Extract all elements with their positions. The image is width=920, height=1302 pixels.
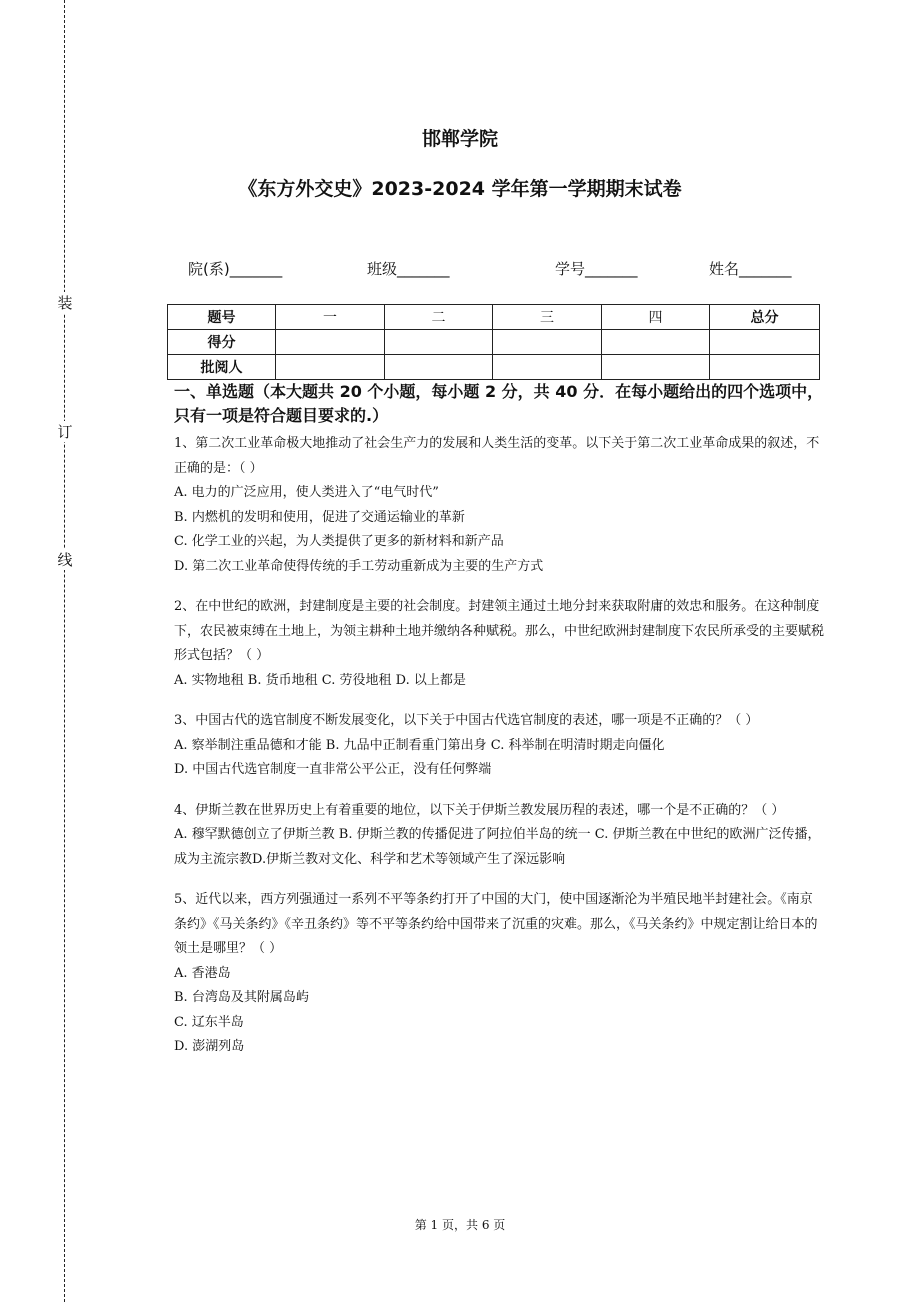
option-c: C. 辽东半岛 xyxy=(174,1014,244,1030)
table-cell: 一 xyxy=(276,305,385,330)
option-b: B. 内燃机的发明和使用，促进了交通运输业的革新 xyxy=(174,509,465,525)
option-d: D. 澎湖列岛 xyxy=(174,1039,245,1054)
exam-content xyxy=(174,380,824,1060)
options-line: A. 实物地租 B. 货币地租 C. 劳役地租 D. 以上都是 xyxy=(174,672,466,688)
question-2 xyxy=(174,595,824,693)
question-1 xyxy=(174,432,824,579)
section-heading: 一、单选题（本大题共 20 个小题，每小题 2 分，共 40 分．在每小题给出的四个选项中，只有一项是符合题目要求的.） xyxy=(174,382,824,425)
score-cell[interactable] xyxy=(493,330,602,355)
question-stem: 1、第二次工业革命极大地推动了社会生产力的发展和人类生活的变革。以下关于第二次工业革命成果的叙述，不正确的是：（ ） xyxy=(174,436,820,476)
class-field[interactable]: 班级_______ xyxy=(367,260,450,278)
grader-cell[interactable] xyxy=(276,355,385,380)
question-stem: 2、在中世纪的欧洲，封建制度是主要的社会制度。封建领主通过土地分封来获取附庸的效忠和服务。在这种制度下，农民被束缚在土地上，为领主耕种土地并缴纳各种赋税。那么，中世纪欧洲封建制度下农民所承受的主要赋税形式包括？（ ） xyxy=(174,599,825,663)
score-table xyxy=(167,304,820,380)
student-info-row xyxy=(0,258,920,280)
score-cell[interactable] xyxy=(602,330,710,355)
option-d: D. 第二次工业革命使得传统的手工劳动重新成为主要的生产方式 xyxy=(174,558,544,574)
school-name: 邯郸学院 xyxy=(421,128,498,150)
question-stem: 4、伊斯兰教在世界历史上有着重要的地位，以下关于伊斯兰教发展历程的表述，哪一个是不正确的？（ ） xyxy=(174,802,785,818)
binding-char-xian: 线 xyxy=(57,551,73,569)
page-number: 第 1 页，共 6 页 xyxy=(414,1218,506,1232)
name-field[interactable]: 姓名_______ xyxy=(709,260,792,278)
grader-cell[interactable] xyxy=(493,355,602,380)
exam-title: 《东方外交史》2023-2024 学年第一学期期末试卷 xyxy=(238,178,682,200)
table-cell: 二 xyxy=(385,305,493,330)
question-4 xyxy=(174,799,824,873)
options-line: A. 穆罕默德创立了伊斯兰教 B. 伊斯兰教的传播促进了阿拉伯半岛的统一 C. 伊斯兰教在中世纪的欧洲广泛传播，成为主流宗教D.伊斯兰教对文化、科学和艺术等领域产生了深远影响 xyxy=(174,827,821,867)
table-row xyxy=(168,305,820,330)
grader-cell[interactable] xyxy=(602,355,710,380)
score-cell[interactable] xyxy=(710,330,820,355)
question-3 xyxy=(174,709,824,783)
table-row xyxy=(168,355,820,380)
grader-cell[interactable] xyxy=(385,355,493,380)
grader-cell[interactable] xyxy=(710,355,820,380)
row-label-grader: 批阅人 xyxy=(168,355,276,380)
student-id-field[interactable]: 学号_______ xyxy=(555,260,638,278)
question-stem: 5、近代以来，西方列强通过一系列不平等条约打开了中国的大门，使中国逐渐沦为半殖民地半封建社会。《南京条约》《马关条约》《辛丑条约》等不平等条约给中国带来了沉重的灾难。那么，《马关条约》中规定割让给日本的领土是哪里？（ ） xyxy=(174,892,818,956)
table-cell: 四 xyxy=(602,305,710,330)
table-cell: 三 xyxy=(493,305,602,330)
question-5 xyxy=(174,888,824,1060)
option-b: B. 台湾岛及其附属岛屿 xyxy=(174,990,309,1005)
binding-char-zhuang: 装 xyxy=(57,294,73,312)
table-row xyxy=(168,330,820,355)
option-a: A. 香港岛 xyxy=(174,965,231,981)
option-c: C. 化学工业的兴起，为人类提供了更多的新材料和新产品 xyxy=(174,534,504,549)
row-label-question-number: 题号 xyxy=(168,305,276,330)
score-cell[interactable] xyxy=(385,330,493,355)
question-stem: 3、中国古代的选官制度不断发展变化，以下关于中国古代选官制度的表述，哪一项是不正确的？（ ） xyxy=(174,713,759,728)
options-line: A. 察举制注重品德和才能 B. 九品中正制看重门第出身 C. 科举制在明清时期走向僵化 xyxy=(174,737,665,753)
department-field[interactable]: 院(系)_______ xyxy=(188,260,283,278)
row-label-score: 得分 xyxy=(168,330,276,355)
option-a: A. 电力的广泛应用，使人类进入了“电气时代” xyxy=(174,485,439,500)
option-d: D. 中国古代选官制度一直非常公平公正，没有任何弊端 xyxy=(174,762,492,777)
binding-char-ding: 订 xyxy=(57,423,73,441)
score-cell[interactable] xyxy=(276,330,385,355)
table-cell-total: 总分 xyxy=(710,305,820,330)
